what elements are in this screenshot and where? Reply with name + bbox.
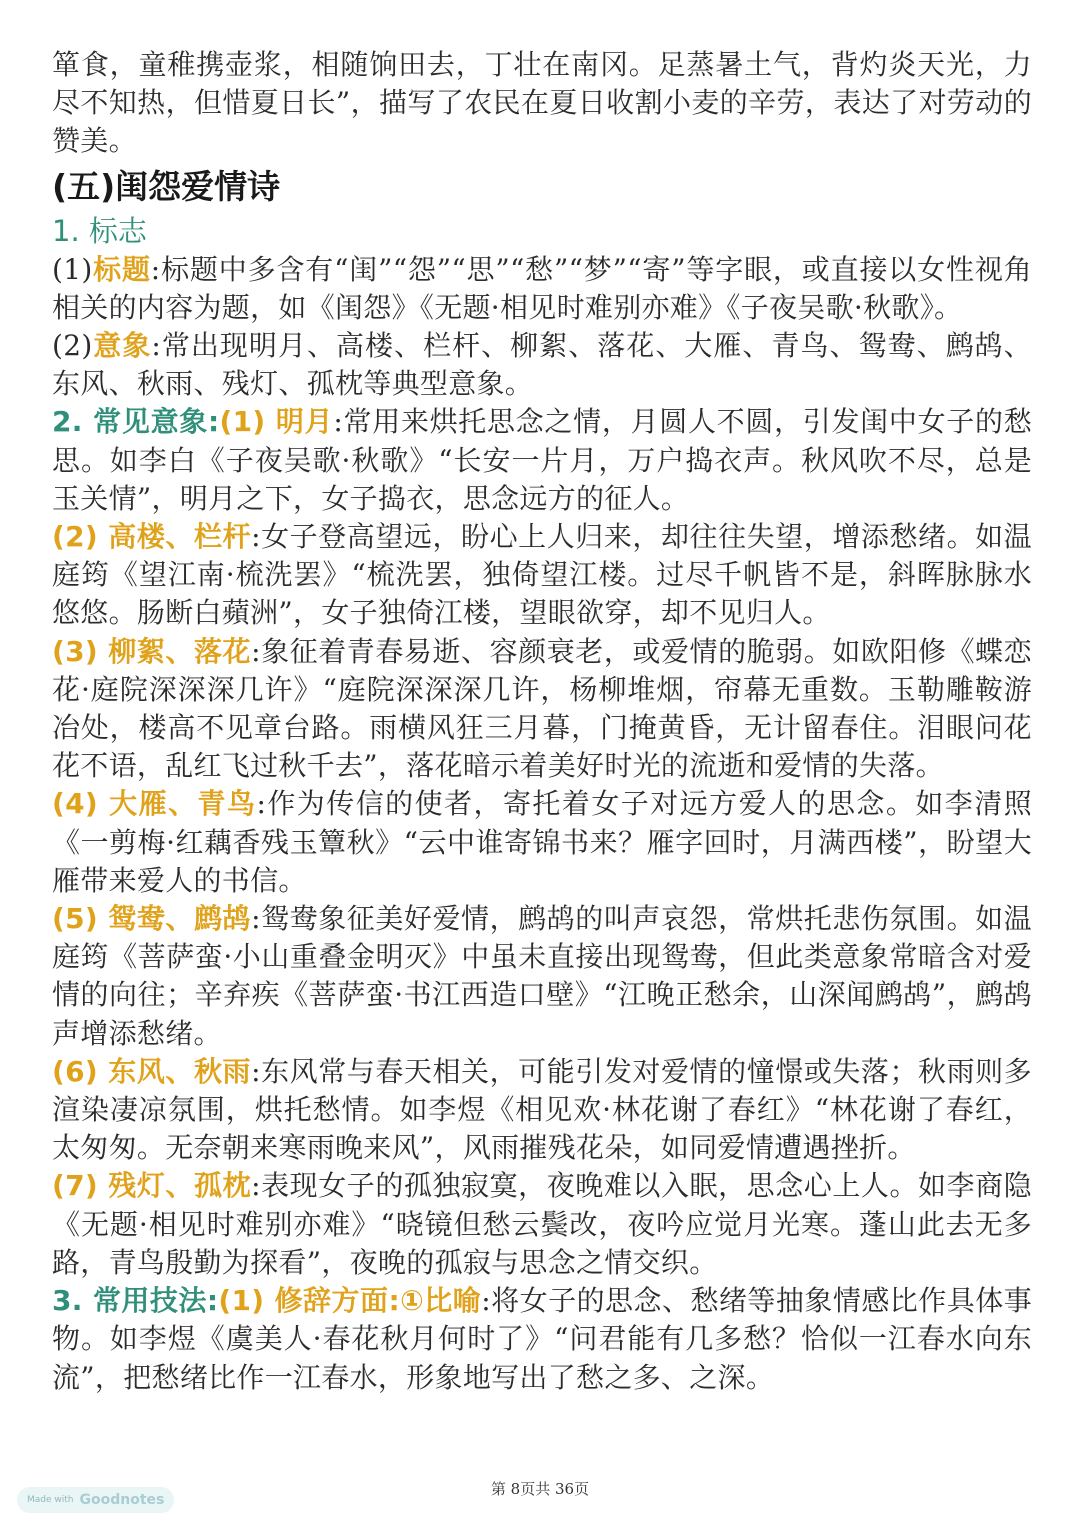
s2-item-3-key: (3) 柳絮、落花 [52,634,252,668]
s2-item-7-key: (7) 残灯、孤枕 [52,1169,252,1203]
s1-item-1-num: (1) [52,252,93,286]
s2-item-3-text: :象征着青春易逝、容颜衰老，或爱情的脆弱。如欧阳修《蝶恋花·庭院深深深几许》“庭院深深深几许，杨柳堆烟，帘幕无重数。玉勒雕鞍游冶处，楼高不见章台路。雨横风狂三月暮，门掩黄昏，无计留春住。泪眼问花花不语，乱红飞过秋千去”，落花暗示着美好时光的流逝和爱情的失落。 [52,634,1032,783]
s1-item-2-key: 意象 [92,329,152,363]
s2-item-5 [52,900,1032,1053]
s2-item-4-key: (4) 大雁、青鸟 [52,787,257,821]
s2-item-1-key: (1) 明月 [219,405,334,439]
s2-item-6 [52,1053,1032,1168]
badge-brand-logo: Goodnotes [79,1492,165,1508]
goodnotes-badge [17,1487,174,1513]
s1-item-2 [52,327,1032,403]
section-title: (五)闺怨爱情诗 [52,166,281,206]
s1-item-2-text: :常出现明月、高楼、栏杆、柳絮、落花、大雁、青鸟、鸳鸯、鹧鸪、东风、秋雨、残灯、孤枕等典型意象。 [52,329,1032,401]
badge-made-with: Made with [27,1495,74,1505]
s2-item-6-text: :东风常与春天相关，可能引发对爱情的憧憬或失落；秋雨则多渲染凄凉氛围，烘托愁情。如李煜《相见欢·林花谢了春红》“林花谢了春红，太匆匆。无奈朝来寒雨晚来风”，风雨摧残花朵，如同爱情遭遇挫折。 [52,1054,1032,1165]
document-body [52,46,1032,1397]
s2-item-5-text: :鸳鸯象征美好爱情，鹧鸪的叫声哀怨，常烘托悲伤氛围。如温庭筠《菩萨蛮·小山重叠金明灭》中虽未直接出现鸳鸯，但此类意象常暗含对爱情的向往；辛弃疾《菩萨蛮·书江西造口壁》“江晚正愁余，山深闻鹧鸪”，鹧鸪声增添愁绪。 [52,902,1032,1050]
s3-item-1-text: :将女子的思念、愁绪等抽象情感比作具体事物。如李煜《虞美人·春花秋月何时了》“问君能有几多愁？恰似一江春水向东流”，把愁绪比作一江春水，形象地写出了愁之多、之深。 [52,1284,1032,1394]
subsection-1-heading: 1. 标志 [52,213,147,248]
subsection-2-heading: 2. 常见意象: [52,405,220,439]
intro-paragraph [52,46,1032,161]
s1-item-1 [52,251,1032,327]
s2-item-5-key: (5) 鸳鸯、鹧鸪 [52,902,252,936]
s2-item-3 [52,633,1032,786]
s1-item-1-key: 标题 [92,252,151,286]
s2-item-6-key: (6) 东风、秋雨 [52,1054,252,1088]
subsection-3-heading: 3. 常用技法: [52,1284,219,1318]
s2-item-2-text: :女子登高望远，盼心上人归来，却往往失望，增添愁绪。如温庭筠《望江南·梳洗罢》“梳洗罢，独倚望江楼。过尽千帆皆不是，斜晖脉脉水悠悠。肠断白蘋洲”，女子独倚江楼，望眼欲穿，却不见归人。 [52,520,1032,630]
s2-item-7 [52,1167,1032,1282]
intro-text: 箪食，童稚携壶浆，相随饷田去，丁壮在南冈。足蒸暑土气，背灼炎天光，力尽不知热，但惜夏日长”，描写了农民在夏日收割小麦的辛劳，表达了对劳动的赞美。 [52,48,1032,158]
s2-item-1-text: :常用来烘托思念之情，月圆人不圆，引发闺中女子的愁思。如李白《子夜吴歌·秋歌》“长安一片月，万户捣衣声。秋风吹不尽，总是玉关情”，明月之下，女子捣衣，思念远方的征人。 [52,405,1033,515]
s2-item-2-key: (2) 高楼、栏杆 [52,520,252,554]
s2-item-4 [52,785,1032,900]
s2-item-4-text: :作为传信的使者，寄托着女子对远方爱人的思念。如李清照《一剪梅·红藕香残玉簟秋》“云中谁寄锦书来？雁字回时，月满西楼”，盼望大雁带来爱人的书信。 [52,787,1032,897]
s2-item-2 [52,518,1032,633]
s2-item-1 [52,403,1032,518]
s1-item-2-num: (2) [52,329,93,363]
s2-item-7-text: :表现女子的孤独寂寞，夜晚难以入眠，思念心上人。如李商隐《无题·相见时难别亦难》“晓镜但愁云鬓改，夜吟应觉月光寒。蓬山此去无多路，青鸟殷勤为探看”，夜晚的孤寂与思念之情交织。 [52,1169,1032,1279]
s3-item-1-key: (1) 修辞方面:①比喻 [218,1284,482,1318]
page-number-footer: 第 8页共 36页 [490,1480,590,1498]
s3-item-1 [52,1282,1032,1397]
s1-item-1-text: :标题中多含有“闺”“怨”“思”“愁”“梦”“寄”等字眼，或直接以女性视角相关的内容为题，如《闺怨》《无题·相见时难别亦难》《子夜吴歌·秋歌》。 [52,252,1032,324]
